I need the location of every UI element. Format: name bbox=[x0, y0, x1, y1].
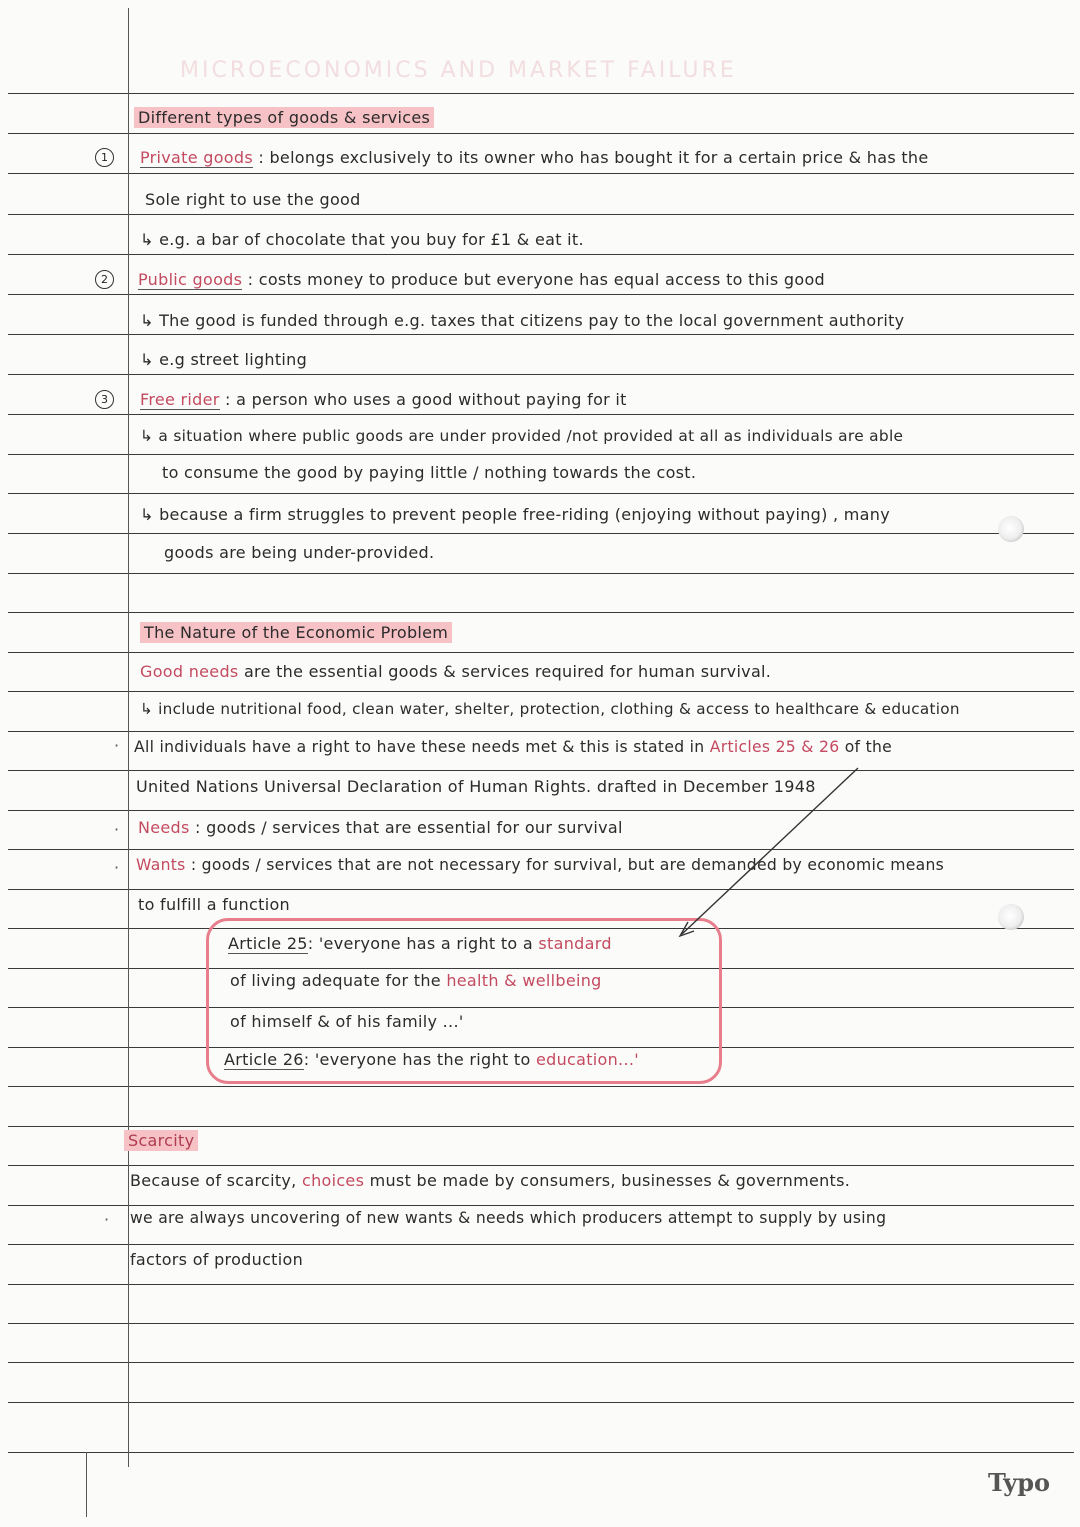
public-goods-term: Public goods bbox=[138, 270, 243, 289]
section-heading-scarcity bbox=[124, 1131, 198, 1150]
article25-health: health & wellbeing bbox=[446, 971, 602, 990]
article25-label: Article 25 bbox=[228, 934, 308, 953]
heading-text: Scarcity bbox=[124, 1130, 198, 1151]
include-text: include nutritional food, clean water, shelter, protection, clothing & access to healthcare & education bbox=[158, 700, 960, 718]
bullet-dot: · bbox=[104, 1210, 110, 1229]
number-circle-2: 2 bbox=[95, 270, 114, 289]
because-text: because a firm struggles to prevent people free-riding (enjoying without paying) , many bbox=[159, 505, 890, 524]
arrow-icon: ↳ bbox=[140, 427, 159, 445]
article25-text: : 'everyone has a right to a bbox=[307, 934, 534, 953]
private-goods-term: Private goods bbox=[140, 148, 253, 167]
free-rider-because-2: goods are being under-provided. bbox=[164, 543, 435, 562]
scarcity-text-c: must be made by consumers, businesses & governments. bbox=[369, 1171, 851, 1190]
scarcity-choices: choices bbox=[301, 1171, 365, 1190]
needs-definition: : goods / services that are essential for our survival bbox=[195, 818, 623, 837]
private-goods-definition: : belongs exclusively to its owner who has bought it for a certain price & has the bbox=[258, 148, 929, 167]
heading-text: Different types of goods & services bbox=[134, 107, 434, 128]
all-individuals-end: of the bbox=[844, 738, 893, 756]
public-goods-definition: : costs money to produce but everyone has equal access to this good bbox=[247, 270, 825, 289]
wants-line-2: to fulfill a function bbox=[138, 895, 290, 914]
articles-reference: Articles 25 & 26 bbox=[709, 738, 840, 756]
bleed-through-title: MICROECONOMICS AND MARKET FAILURE bbox=[180, 58, 737, 83]
scarcity-line-2: we are always uncovering of new wants & needs which producers attempt to supply by using bbox=[130, 1209, 887, 1227]
brand-logo: Typo bbox=[988, 1468, 1050, 1497]
article25-standard: standard bbox=[538, 934, 612, 953]
funded-text: The good is funded through e.g. taxes that citizens pay to the local government authority bbox=[159, 311, 905, 330]
arrow-icon: ↳ bbox=[140, 311, 160, 330]
number-circle-1: 1 bbox=[95, 148, 114, 167]
free-rider-situation-2: to consume the good by paying little / nothing towards the cost. bbox=[162, 463, 697, 482]
arrow-icon: ↳ bbox=[140, 350, 160, 369]
scarcity-line-3: factors of production bbox=[130, 1250, 304, 1269]
un-declaration-line: United Nations Universal Declaration of Human Rights. drafted in December 1948 bbox=[136, 777, 816, 796]
situation-text: a situation where public goods are under provided /not provided at all as individuals are able bbox=[158, 427, 904, 445]
bullet-dot: · bbox=[114, 858, 120, 877]
needs-term: Needs bbox=[138, 818, 190, 837]
good-needs-term: Good needs bbox=[140, 662, 239, 681]
number-circle-3: 3 bbox=[95, 390, 114, 409]
arrow-icon: ↳ bbox=[140, 700, 159, 718]
private-goods-line-2: Sole right to use the good bbox=[145, 190, 361, 209]
article26-text: : 'everyone has the right to bbox=[303, 1050, 531, 1069]
free-rider-definition: : a person who uses a good without paying for it bbox=[225, 390, 627, 409]
good-needs-definition: are the essential goods & services required for human survival. bbox=[243, 662, 772, 681]
bullet-dot: · bbox=[114, 736, 120, 755]
wants-definition: : goods / services that are not necessary for survival, but are demanded by economic means bbox=[190, 856, 945, 874]
scarcity-line-1 bbox=[130, 1171, 850, 1190]
example-text: e.g street lighting bbox=[159, 350, 308, 369]
arrow-icon: ↳ bbox=[140, 230, 160, 249]
free-rider-term: Free rider bbox=[140, 390, 220, 409]
heading-text: The Nature of the Economic Problem bbox=[140, 622, 452, 643]
arrow-icon: ↳ bbox=[140, 505, 160, 524]
wants-term: Wants bbox=[136, 856, 186, 874]
article26-education: education...' bbox=[535, 1050, 639, 1069]
bullet-dot: · bbox=[114, 820, 120, 839]
article25-line-3: of himself & of his family ...' bbox=[230, 1012, 464, 1031]
article25-text-2: of living adequate for the bbox=[230, 971, 441, 990]
scarcity-text-a: Because of scarcity, bbox=[130, 1171, 297, 1190]
all-individuals-text: All individuals have a right to have these needs met & this is stated in bbox=[134, 738, 705, 756]
example-text: e.g. a bar of chocolate that you buy for £1 & eat it. bbox=[159, 230, 584, 249]
article26-label: Article 26 bbox=[224, 1050, 304, 1069]
